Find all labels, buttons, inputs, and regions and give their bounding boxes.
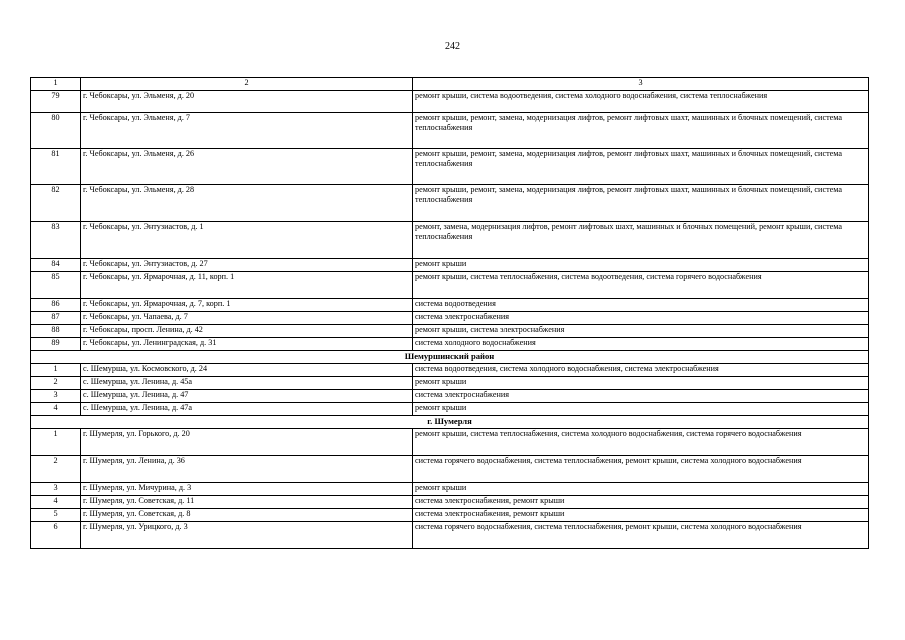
page-number: 242 [445, 41, 460, 52]
table-row [31, 509, 869, 522]
table-row [31, 377, 869, 390]
row-number: 3 [31, 390, 81, 403]
row-number: 6 [31, 522, 81, 549]
row-works: ремонт крыши, ремонт, замена, модернизация лифтов, ремонт лифтовых шахт, машинных и блочных помещений, система теплоснабжения [413, 149, 869, 185]
row-works: система горячего водоснабжения, система теплоснабжения, ремонт крыши, система холодного водоснабжения [413, 456, 869, 483]
table-row [31, 113, 869, 149]
section-title: Шемуршинский район [31, 351, 869, 364]
row-number: 85 [31, 272, 81, 299]
row-address: г. Чебоксары, ул. Ярмарочная, д. 11, корп. 1 [81, 272, 413, 299]
table-row [31, 364, 869, 377]
table-row [31, 390, 869, 403]
row-works: ремонт крыши, система водоотведения, система холодного водоснабжения, система теплоснабжения [413, 91, 869, 113]
table-row [31, 299, 869, 312]
row-works: система холодного водоснабжения [413, 338, 869, 351]
row-works: система водоотведения, система холодного водоснабжения, система электроснабжения [413, 364, 869, 377]
row-address: г. Шумерля, ул. Советская, д. 11 [81, 496, 413, 509]
section-heading-row [31, 351, 869, 364]
row-number: 86 [31, 299, 81, 312]
row-address: г. Чебоксары, ул. Ленинградская, д. 31 [81, 338, 413, 351]
table-row [31, 496, 869, 509]
row-address: г. Чебоксары, просп. Ленина, д. 42 [81, 325, 413, 338]
table-row [31, 272, 869, 299]
works-table [30, 77, 869, 549]
table-row [31, 312, 869, 325]
row-address: г. Шумерля, ул. Горького, д. 20 [81, 429, 413, 456]
row-address: г. Чебоксары, ул. Чапаева, д. 7 [81, 312, 413, 325]
table-row [31, 429, 869, 456]
row-address: с. Шемурша, ул. Ленина, д. 45а [81, 377, 413, 390]
table-row [31, 456, 869, 483]
row-address: г. Чебоксары, ул. Эльменя, д. 28 [81, 185, 413, 222]
table-row [31, 325, 869, 338]
row-address: г. Чебоксары, ул. Энтузиастов, д. 27 [81, 259, 413, 272]
table-row [31, 338, 869, 351]
header-col-address: 2 [81, 78, 413, 91]
row-number: 4 [31, 496, 81, 509]
section-heading-row [31, 416, 869, 429]
row-address: г. Шумерля, ул. Урицкого, д. 3 [81, 522, 413, 549]
row-works: ремонт крыши [413, 259, 869, 272]
row-works: ремонт, замена, модернизация лифтов, ремонт лифтовых шахт, машинных и блочных помещений, ремонт крыши, система теплоснабжения [413, 222, 869, 259]
row-works: система электроснабжения, ремонт крыши [413, 496, 869, 509]
row-number: 79 [31, 91, 81, 113]
table-row [31, 91, 869, 113]
row-address: с. Шемурша, ул. Ленина, д. 47а [81, 403, 413, 416]
row-number: 2 [31, 456, 81, 483]
row-address: г. Чебоксары, ул. Эльменя, д. 20 [81, 91, 413, 113]
row-address: с. Шемурша, ул. Космовского, д. 24 [81, 364, 413, 377]
row-number: 1 [31, 364, 81, 377]
table-row [31, 222, 869, 259]
table-row [31, 149, 869, 185]
row-works: система электроснабжения [413, 312, 869, 325]
row-address: г. Шумерля, ул. Советская, д. 8 [81, 509, 413, 522]
row-number: 87 [31, 312, 81, 325]
row-address: г. Чебоксары, ул. Эльменя, д. 26 [81, 149, 413, 185]
row-works: система водоотведения [413, 299, 869, 312]
header-col-number: 1 [31, 78, 81, 91]
row-works: ремонт крыши, система теплоснабжения, система холодного водоснабжения, система горячего водоснабжения [413, 429, 869, 456]
table-header-row [31, 78, 869, 91]
table-row [31, 259, 869, 272]
row-address: г. Шумерля, ул. Мичурина, д. 3 [81, 483, 413, 496]
row-works: ремонт крыши, ремонт, замена, модернизация лифтов, ремонт лифтовых шахт, машинных и блочных помещений, система теплоснабжения [413, 185, 869, 222]
row-number: 84 [31, 259, 81, 272]
table-row [31, 522, 869, 549]
table-row [31, 483, 869, 496]
row-number: 1 [31, 429, 81, 456]
row-number: 3 [31, 483, 81, 496]
header-col-works: 3 [413, 78, 869, 91]
row-works: ремонт крыши, система теплоснабжения, система водоотведения, система горячего водоснабжения [413, 272, 869, 299]
row-works: ремонт крыши [413, 377, 869, 390]
row-number: 4 [31, 403, 81, 416]
row-works: ремонт крыши [413, 403, 869, 416]
row-number: 83 [31, 222, 81, 259]
row-address: с. Шемурша, ул. Ленина, д. 47 [81, 390, 413, 403]
row-works: ремонт крыши, система электроснабжения [413, 325, 869, 338]
row-works: система электроснабжения, ремонт крыши [413, 509, 869, 522]
section-title: г. Шумерля [31, 416, 869, 429]
row-number: 5 [31, 509, 81, 522]
row-address: г. Чебоксары, ул. Энтузиастов, д. 1 [81, 222, 413, 259]
row-number: 80 [31, 113, 81, 149]
row-number: 82 [31, 185, 81, 222]
row-address: г. Чебоксары, ул. Ярмарочная, д. 7, корп. 1 [81, 299, 413, 312]
row-address: г. Чебоксары, ул. Эльменя, д. 7 [81, 113, 413, 149]
row-works: ремонт крыши, ремонт, замена, модернизация лифтов, ремонт лифтовых шахт, машинных и блочных помещений, система теплоснабжения [413, 113, 869, 149]
row-works: система электроснабжения [413, 390, 869, 403]
row-address: г. Шумерля, ул. Ленина, д. 36 [81, 456, 413, 483]
row-number: 89 [31, 338, 81, 351]
table-row [31, 403, 869, 416]
table-row [31, 185, 869, 222]
row-number: 2 [31, 377, 81, 390]
row-works: ремонт крыши [413, 483, 869, 496]
row-number: 88 [31, 325, 81, 338]
row-works: система горячего водоснабжения, система теплоснабжения, ремонт крыши, система холодного водоснабжения [413, 522, 869, 549]
row-number: 81 [31, 149, 81, 185]
